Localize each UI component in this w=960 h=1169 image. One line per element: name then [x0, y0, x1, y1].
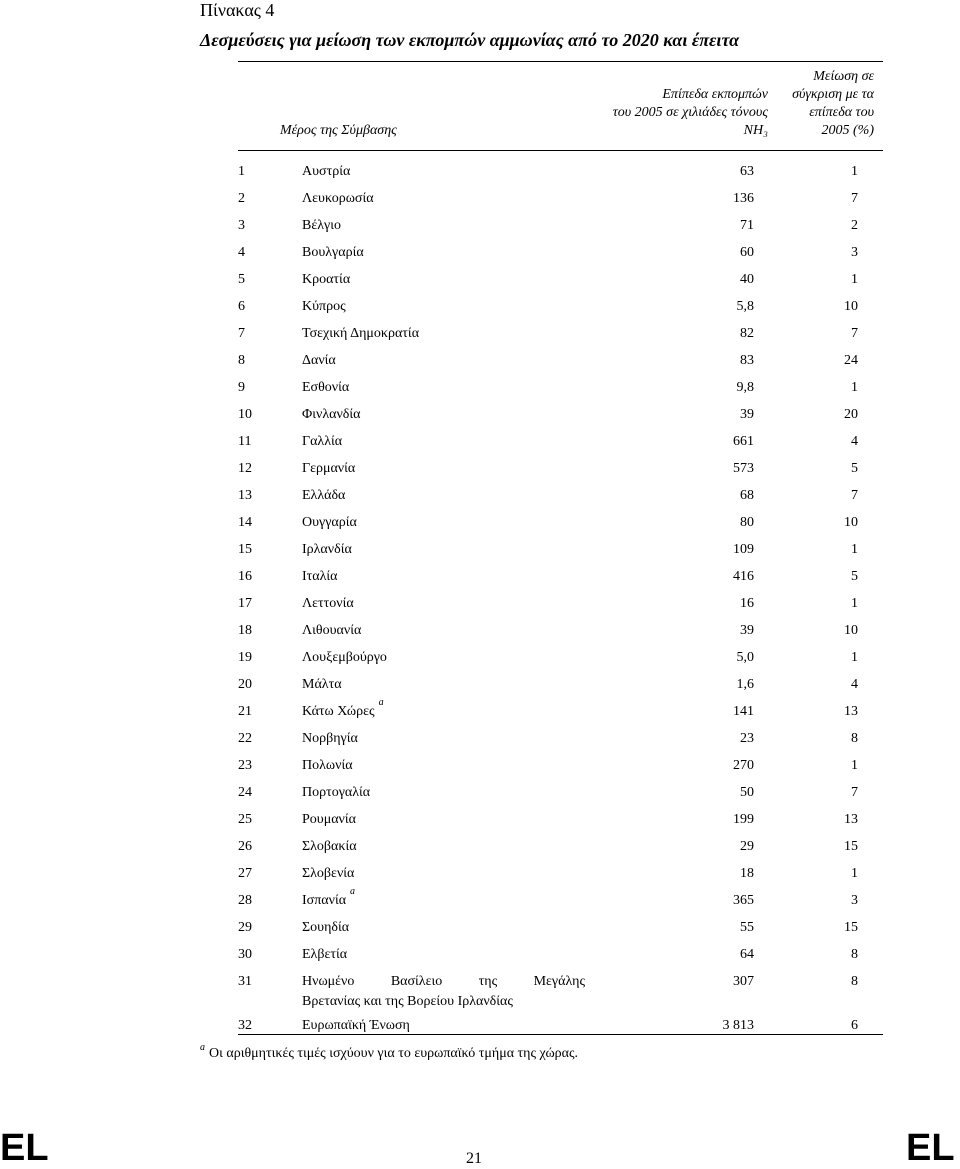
- row-emission-level: 365: [733, 893, 754, 908]
- row-country-name: Κύπρος: [302, 299, 346, 314]
- table-row: [0, 212, 960, 239]
- row-country: [302, 455, 592, 482]
- row-country-name: Γαλλία: [302, 434, 343, 449]
- header-reduction-line3: επίπεδα του: [809, 105, 874, 120]
- row-country-name: Δανία: [302, 353, 336, 368]
- table-row: [0, 806, 960, 833]
- row-country-word: της: [478, 974, 498, 989]
- table-row: [0, 455, 960, 482]
- row-country-name: Φινλανδία: [302, 407, 361, 422]
- row-country: [302, 563, 592, 590]
- row-emission-level: 39: [740, 623, 754, 638]
- row-reduction: 15: [844, 839, 858, 854]
- row-country-name: Ιταλία: [302, 569, 338, 584]
- language-code-right: EL: [906, 1127, 955, 1169]
- row-emission-level: 80: [740, 515, 754, 530]
- table-row: [0, 914, 960, 941]
- row-emission-level: 50: [740, 785, 754, 800]
- row-emission-level: 55: [740, 920, 754, 935]
- footnote-text: Οι αριθμητικές τιμές ισχύουν για το ευρωπαϊκό τμήμα της χώρας.: [209, 1046, 579, 1061]
- row-reduction: 1: [851, 542, 858, 557]
- row-country: Ευρωπαϊκή Ένωση: [302, 1018, 410, 1033]
- row-emission-level: 23: [740, 731, 754, 746]
- row-number: 4: [238, 245, 245, 260]
- table-row: [0, 698, 960, 725]
- row-country-name: Σλοβακία: [302, 839, 357, 854]
- row-country: [302, 185, 592, 212]
- row-number: 15: [238, 542, 252, 557]
- row-reduction: 5: [851, 569, 858, 584]
- row-reduction: 4: [851, 677, 858, 692]
- table-row: [0, 779, 960, 806]
- row-emission-level: 39: [740, 407, 754, 422]
- row-number: 19: [238, 650, 252, 665]
- row-number: 20: [238, 677, 252, 692]
- row-country: [302, 914, 592, 941]
- table-row: [0, 266, 960, 293]
- row-reduction: 15: [844, 920, 858, 935]
- row-emission-level: 661: [733, 434, 754, 449]
- row-country: [302, 158, 592, 185]
- table-row: [0, 671, 960, 698]
- header-emission-levels: [580, 86, 768, 140]
- row-reduction: 1: [851, 866, 858, 881]
- table-row: [0, 563, 960, 590]
- row-footnote-marker: a: [378, 697, 384, 708]
- row-reduction: 3: [851, 893, 858, 908]
- row-number: 8: [238, 353, 245, 368]
- row-number: 6: [238, 299, 245, 314]
- row-emission-level: 3 813: [722, 1018, 754, 1033]
- header-levels-line3: NH₃: [743, 123, 768, 138]
- row-footnote-marker: a: [350, 886, 356, 897]
- row-country: [302, 860, 592, 887]
- row-country-name: Κροατία: [302, 272, 351, 287]
- row-country-word: Ηνωμένο: [302, 974, 355, 989]
- row-country: [302, 293, 592, 320]
- table-row: [0, 941, 960, 968]
- row-number: 13: [238, 488, 252, 503]
- table-row: [0, 374, 960, 401]
- row-number: 17: [238, 596, 252, 611]
- row-emission-level: 136: [733, 191, 754, 206]
- row-reduction: 8: [851, 947, 858, 962]
- row-number: 26: [238, 839, 252, 854]
- row-country: [302, 833, 592, 860]
- row-emission-level: 9,8: [736, 380, 754, 395]
- row-emission-level: 1,6: [736, 677, 754, 692]
- row-emission-level: 71: [740, 218, 754, 233]
- row-reduction: 1: [851, 650, 858, 665]
- table-row: [0, 482, 960, 509]
- row-country-name: Γερμανία: [302, 461, 356, 476]
- row-country: [302, 320, 592, 347]
- row-number: 32: [238, 1018, 252, 1033]
- row-emission-level: 63: [740, 164, 754, 179]
- row-reduction: 7: [851, 191, 858, 206]
- row-country-name: Ουγγαρία: [302, 515, 357, 530]
- row-country-name: Λουξεμβούργο: [302, 650, 387, 665]
- table-row: [0, 725, 960, 752]
- row-number: 11: [238, 434, 252, 449]
- row-country-word: Μεγάλης: [533, 974, 585, 989]
- row-reduction: 2: [851, 218, 858, 233]
- table-row: [0, 239, 960, 266]
- row-emission-level: 40: [740, 272, 754, 287]
- row-country: [302, 347, 592, 374]
- row-number: 22: [238, 731, 252, 746]
- row-country-name: Σουηδία: [302, 920, 350, 935]
- row-reduction: 5: [851, 461, 858, 476]
- page-number: 21: [466, 1150, 482, 1167]
- row-number: 10: [238, 407, 252, 422]
- row-reduction: 1: [851, 596, 858, 611]
- row-emission-level: 199: [733, 812, 754, 827]
- row-reduction: 7: [851, 326, 858, 341]
- row-emission-level: 64: [740, 947, 754, 962]
- row-country: [302, 428, 592, 455]
- row-country: [302, 806, 592, 833]
- row-emission-level: 573: [733, 461, 754, 476]
- row-emission-level: 29: [740, 839, 754, 854]
- table-row: [0, 293, 960, 320]
- row-country: [302, 779, 592, 806]
- row-country: [302, 725, 592, 752]
- row-reduction: 20: [844, 407, 858, 422]
- row-emission-level: 60: [740, 245, 754, 260]
- language-code-left: EL: [0, 1127, 49, 1169]
- row-reduction: 8: [851, 731, 858, 746]
- table-row: [0, 833, 960, 860]
- row-country: [302, 401, 592, 428]
- row-reduction: 8: [851, 974, 858, 989]
- row-country-name: Πολωνία: [302, 758, 353, 773]
- row-reduction: 10: [844, 623, 858, 638]
- row-number: 25: [238, 812, 252, 827]
- row-country: [302, 509, 592, 536]
- row-country-name: Βουλγαρία: [302, 245, 364, 260]
- row-country-name: Λευκορωσία: [302, 191, 374, 206]
- header-reduction-line2: σύγκριση με τα: [792, 87, 874, 102]
- row-country-name: Ιρλανδία: [302, 542, 352, 557]
- row-number: 14: [238, 515, 252, 530]
- row-country: [302, 536, 592, 563]
- row-number: 28: [238, 893, 252, 908]
- table-row: [0, 158, 960, 185]
- row-number: 12: [238, 461, 252, 476]
- row-number: 24: [238, 785, 252, 800]
- row-country-name: Ρουμανία: [302, 812, 356, 827]
- table-row: [0, 887, 960, 914]
- row-emission-level: 82: [740, 326, 754, 341]
- row-reduction: 13: [844, 812, 858, 827]
- table-row: [0, 347, 960, 374]
- row-number: 31: [238, 974, 252, 989]
- row-number: 18: [238, 623, 252, 638]
- row-country: [302, 590, 592, 617]
- table-row: [0, 968, 960, 1012]
- row-number: 3: [238, 218, 245, 233]
- table-body: [0, 158, 960, 1042]
- row-reduction: 6: [851, 1018, 858, 1033]
- row-emission-level: 270: [733, 758, 754, 773]
- row-country: [302, 617, 592, 644]
- row-country-name: Σλοβενία: [302, 866, 355, 881]
- row-number: 27: [238, 866, 252, 881]
- row-emission-level: 83: [740, 353, 754, 368]
- header-levels-line2: του 2005 σε χιλιάδες τόνους: [612, 105, 768, 120]
- table-label: Πίνακας 4: [200, 0, 275, 20]
- row-reduction: 4: [851, 434, 858, 449]
- row-country: [302, 972, 592, 1012]
- row-country: [302, 887, 592, 914]
- row-reduction: 7: [851, 785, 858, 800]
- row-reduction: 1: [851, 380, 858, 395]
- row-country: [302, 698, 592, 725]
- row-number: 2: [238, 191, 245, 206]
- table-row: [0, 752, 960, 779]
- table-row: [0, 401, 960, 428]
- row-reduction: 10: [844, 299, 858, 314]
- row-country: [302, 212, 592, 239]
- row-country-name: Κάτω Χώρες: [302, 704, 375, 719]
- row-number: 16: [238, 569, 252, 584]
- table-row: [0, 185, 960, 212]
- row-reduction: 1: [851, 272, 858, 287]
- row-country-name: Ισπανία: [302, 893, 347, 908]
- table-top-rule: [238, 61, 883, 62]
- header-levels-line1: Επίπεδα εκπομπών: [662, 87, 768, 102]
- table-row: [0, 320, 960, 347]
- row-country-name: Πορτογαλία: [302, 785, 371, 800]
- row-country: [302, 671, 592, 698]
- table-row: [0, 509, 960, 536]
- row-emission-level: 68: [740, 488, 754, 503]
- row-number: 9: [238, 380, 245, 395]
- table-row: [0, 1012, 960, 1042]
- header-member: Μέρος της Σύμβασης: [280, 123, 397, 138]
- table-row: [0, 644, 960, 671]
- table-row: [0, 617, 960, 644]
- header-reduction: [776, 68, 874, 140]
- row-number: 30: [238, 947, 252, 962]
- row-country-line2: Βρετανίας και της Βορείου Ιρλανδίας: [302, 994, 513, 1009]
- table-bottom-rule: [238, 1034, 883, 1035]
- row-country-name: Λεττονία: [302, 596, 354, 611]
- row-emission-level: 16: [740, 596, 754, 611]
- row-country-name: Νορβηγία: [302, 731, 358, 746]
- row-country: [302, 239, 592, 266]
- row-number: 29: [238, 920, 252, 935]
- row-number: 5: [238, 272, 245, 287]
- row-country-word: Βασίλειο: [390, 974, 443, 989]
- row-country-name: Ελβετία: [302, 947, 348, 962]
- row-emission-level: 18: [740, 866, 754, 881]
- row-country: [302, 266, 592, 293]
- table-row: [0, 536, 960, 563]
- header-reduction-line4: 2005 (%): [821, 123, 874, 138]
- row-number: 1: [238, 164, 245, 179]
- row-emission-level: 109: [733, 542, 754, 557]
- table-row: [0, 590, 960, 617]
- header-reduction-line1: Μείωση σε: [813, 69, 874, 84]
- row-country: [302, 482, 592, 509]
- row-country-name: Μάλτα: [302, 677, 342, 692]
- row-country-name: Ελλάδα: [302, 488, 346, 503]
- row-country-name: Αυστρία: [302, 164, 351, 179]
- row-country-name: Βέλγιο: [302, 218, 341, 233]
- footnote-marker: a: [200, 1042, 205, 1053]
- table-row: [0, 428, 960, 455]
- row-country: [302, 374, 592, 401]
- row-number: 21: [238, 704, 252, 719]
- row-emission-level: 416: [733, 569, 754, 584]
- row-emission-level: 5,0: [736, 650, 754, 665]
- row-reduction: 7: [851, 488, 858, 503]
- row-reduction: 10: [844, 515, 858, 530]
- row-reduction: 13: [844, 704, 858, 719]
- row-number: 23: [238, 758, 252, 773]
- row-reduction: 1: [851, 758, 858, 773]
- row-reduction: 24: [844, 353, 858, 368]
- row-country: [302, 941, 592, 968]
- row-emission-level: 141: [733, 704, 754, 719]
- footnote: [200, 1042, 579, 1062]
- row-emission-level: 5,8: [736, 299, 754, 314]
- row-country: [302, 644, 592, 671]
- row-country-name: Τσεχική Δημοκρατία: [302, 326, 420, 341]
- table-title: Δεσμεύσεις για μείωση των εκπομπών αμμωνίας από το 2020 και έπειτα: [200, 30, 740, 50]
- row-number: 7: [238, 326, 245, 341]
- table-row: [0, 860, 960, 887]
- table-header-rule: [238, 150, 883, 151]
- row-reduction: 3: [851, 245, 858, 260]
- row-emission-level: 307: [733, 974, 754, 989]
- row-country-name: Λιθουανία: [302, 623, 362, 638]
- row-country: [302, 752, 592, 779]
- row-country-name: Εσθονία: [302, 380, 350, 395]
- row-reduction: 1: [851, 164, 858, 179]
